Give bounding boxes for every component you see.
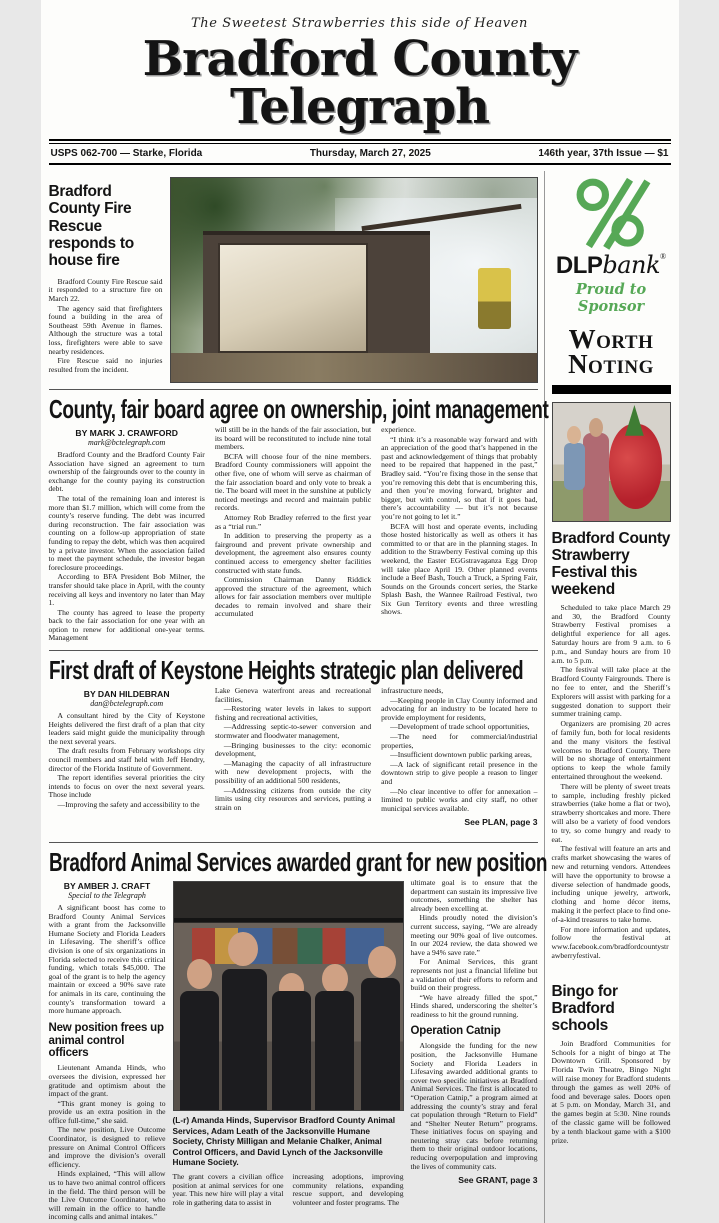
issue-date: Thursday, March 27, 2025 [309, 148, 431, 159]
fire-paragraph: Fire Rescue said no injuries resulted from the incident. [48, 356, 163, 374]
section-divider [49, 389, 538, 390]
animal-subhead-operation-catnip: Operation Catnip [410, 1025, 501, 1038]
byline-email: mark@bctelegraph.com [87, 438, 166, 447]
bingo-headline: Bingo for Bradford schools [551, 982, 618, 1034]
strawberry-mascot [609, 424, 663, 509]
strawberry-photo-child-head [567, 426, 581, 444]
fair-paragraph: BCFA will choose four of the nine members. Bradford County commissioners will appoint the other five, one of whom will serve as chairman of the fair association board and only vote to break a tie. The board will meet in the sunshine at publicly noticed meetings and record and maintain public records. [214, 451, 372, 513]
byline-author: BY DAN HILDEBRAN [83, 689, 170, 700]
animal-paragraph: increasing adoptions, improving community relations, expanding rescue support, and developing volunteer and foster programs. The [292, 1172, 404, 1207]
fair-paragraph: BCFA will host and operate events, including those hosted historically as well as others it has committed to or that are in the planning stages. In addition to the Strawberry Festival coming up this weekend, the Easter EGGstravaganza Egg Drop will take place April 19. Other planned events include a Beef Bash, Touch a Truck, a Spring Fair, Sounds on the Grounds concert series, the Starke Splash Bash, the Wannee Railroad Festival, two Six Gun Territory events and three wrestling shows. [381, 521, 538, 617]
strawberry-paragraph: Scheduled to take place March 29 and 30, the Bradford County Strawberry Festival promises a delightful experience for all ages. Saturday hours are from 9 a.m. to 6 p.m., and Sunday hours are from 10 a.m. to 5 p.m. [551, 602, 671, 665]
issue-number-price: 146th year, 37th Issue — $1 [538, 148, 669, 159]
strawberry-paragraph: The festival will feature an arts and crafts market showcasing the wares of new and returning vendors. Attendees will have the opportunity to browse a diverse selection of handmade goods, including unique jewelry, artwork, clothing and home décor items, making it the perfect place to find one-of-a-kind treasures to take home. [551, 844, 671, 924]
keystone-article [49, 655, 538, 836]
animal-paragraph: ultimate goal is to ensure that the department can sustain its impressive live outcomes, something the shelter has already been excelling at. [410, 877, 538, 913]
fair-paragraph: According to BFA President Bob Milner, the transfer should take place in April, with the county receiving all keys and inventory no later than May 1. [48, 572, 205, 608]
bank-logo-text: bank [602, 251, 661, 279]
strawberry-paragraph: Organizers are promising 20 acres of family fun, both for local residents and the many visitors the festival welcomes to Bradford County. There will be no shortage of entertainment options to keep the whole family entertained throughout the weekend. [551, 719, 671, 781]
fire-article [49, 171, 538, 383]
strawberry-festival-photo [552, 402, 671, 522]
keystone-list-item: —Keeping people in Clay County informed and advocating for an industry to be located here to provide employment for residents, [381, 695, 538, 722]
keystone-list-item: —Development of trade school opportunities, [390, 722, 530, 732]
fire-photo-firefighter [478, 268, 511, 329]
worth-noting-rule [552, 385, 671, 394]
byline-email: dan@bctelegraph.com [90, 699, 164, 709]
animal-services-group-photo [173, 881, 404, 1111]
keystone-list-item: —A lack of significant retail presence in the downtown strip to give people a reason to linger and [381, 759, 538, 786]
animal-photo-caption: (L-r) Amanda Hinds, Supervisor Bradford County Animal Services, Adam Leath of the Jacksonville Humane Society, Christy Milligan and Melanie Chalker, Animal Control Officers, and David Lynch of the Jacksonville Humane Society. [172, 1114, 395, 1168]
keystone-jump-line: See PLAN, page 3 [464, 817, 538, 828]
animal-paragraph: Hinds proudly noted the division’s current success, saying, “We are already meeting our 90% goal of live outcomes. In our 2024 review, the data showed we have a 94% save rate.” [410, 913, 538, 957]
worth-noting-line1: Worth [568, 324, 654, 354]
keystone-list-item: —Improving the safety and accessibility to the [57, 800, 200, 809]
tagline: The Sweetest Strawberries this side of Heaven [190, 16, 529, 31]
strawberry-paragraph: For more information and updates, follow the festival at www.facebook.com/bradfordcountystrawberryfestival. [551, 924, 671, 960]
main-column [48, 171, 548, 1223]
fire-headline: Bradford County Fire Rescue responds to house fire [48, 183, 134, 270]
keystone-list-item: —Addressing citizens from outside the city limits using city resources and services, putting a strain on [214, 785, 372, 812]
keystone-list-item: —The need for commercial/industrial properties, [381, 732, 538, 750]
fair-paragraph: The total of the remaining loan and interest is more than $1.7 million, which will come from the county’s reserve funding. The debt was incurred during reconstruction. The fair association was counting on a follow-up appropriation of state funding to repay the debt, which was then acquired by a private investor. When the association failed to meet the payment schedule, the investor began foreclosure proceedings. [48, 493, 205, 572]
animal-paragraph: For Animal Services, this grant represents not just a financial lifeline but a validation of their efforts to reform and build on their progress. [410, 957, 538, 993]
worth-noting-header [552, 324, 671, 379]
animal-photo-person [180, 991, 219, 1110]
animal-photo-food-bags [192, 928, 384, 964]
keystone-paragraph: A consultant hired by the City of Keystone Heights delivered the first draft of a plan that city leaders said might guide the municipality through the next several years. [48, 711, 205, 746]
fair-paragraph: experience. [381, 425, 416, 434]
fire-paragraph: The agency said that firefighters found a building in the area of Southeast 59th Avenue in flames. Although the structure was a total loss, firefighters were able to save nearby residences. [48, 303, 163, 356]
keystone-paragraph: The report identifies several priorities the city intends to focus on over the next several years. Those include [48, 773, 205, 800]
keystone-list-item: —Bringing businesses to the city: economic development, [214, 740, 372, 759]
header-rule-bottom [49, 163, 671, 165]
byline-author: BY MARK J. CRAWFORD [75, 428, 178, 438]
byline-credit: Special to the Telegraph [68, 890, 146, 900]
dlp-logo-text: DLP [555, 252, 603, 279]
fair-headline: County, fair board agree on ownership, joint management [48, 394, 548, 424]
fair-paragraph: Bradford County and the Bradford County Fair Association have signed an agreement to turn ownership of the fairgrounds over to the county in exchange for the county paying its construction debt. [48, 450, 205, 494]
animal-paragraph: A significant boost has come to Bradford County Animal Services with a grant from the Jacksonville Humane Society and Florida Leaders in Lifesaving. The sheriff’s office division is one of six organizations in Florida selected to receive this critical funding, which totals $45,000. The goal of the grant is to help the agency maintain or exceed a 90% save rate for animals in its care, continuing the county’s transformation toward a more humane approach. [48, 902, 166, 1016]
strawberry-festival-headline: Bradford County Strawberry Festival this weekend [551, 529, 671, 598]
animal-headline: Bradford Animal Services awarded grant for new position [48, 846, 547, 877]
byline-author: BY AMBER J. CRAFT [63, 880, 151, 891]
registered-mark: ® [660, 252, 667, 261]
animal-photo-person [361, 978, 400, 1110]
animal-paragraph: “We have already filled the spot,” Hinds shared, underscoring the shelter’s readiness to hit the ground running. [410, 992, 538, 1019]
masthead-title: Bradford County Telegraph [142, 31, 577, 135]
animal-paragraph: Alongside the funding for the new position, the Jacksonville Humane Society and Florida Leaders in Lifesaving awarded additional grants to cover two specific initiatives at Bradford Animal Services. The first is allocated to “Operation Catnip,” a program aimed at addressing the county’s stray and feral cat population through “Return to Field” and “Shelter Neuter Return” programs. These initiatives focus on spaying and neutering stray cats before returning them to their original outdoor locations, reducing overpopulation and improving the lives of community cats. [410, 1041, 538, 1171]
animal-photo-person [222, 969, 268, 1110]
bingo-paragraph: Join Bradford Communities for Schools for a night of bingo at The Downtown Grill. Sponsored by Florida Twin Theatre, Bingo Night will raise money for Bradford students through the games as well 20% of food and beverage sales. Doors open at 5 p.m. on Monday, March 31, and the games begin at 5:30. Nine rounds of the classic game will be followed by a tenth blackout game with a $100 prize. [551, 1038, 671, 1145]
keystone-paragraph: Lake Geneva waterfront areas and recreational facilities, [214, 686, 372, 704]
fire-photo-ground [171, 353, 537, 382]
keystone-headline: First draft of Keystone Heights strategic plan delivered [48, 655, 523, 686]
strawberry-paragraph: The festival will take place at the Bradford County Fairgrounds. There is no fee to enter, and the Sheriff’s Explorers will assist with parking for a suggested donation to support their summer training camp. [551, 665, 671, 719]
strawberry-photo-woman-head [589, 418, 603, 437]
keystone-byline [49, 689, 205, 708]
animal-article [48, 846, 547, 1223]
percent-icon [571, 175, 651, 251]
fair-paragraph: will still be in the hands of the fair association, but its board will be reconstituted to include nine total members. [214, 425, 372, 452]
animal-photo-person [272, 991, 311, 1110]
keystone-paragraph: The draft results from February workshops city council members and staff held with Jeff Hendry, director of the Florida Institute of Government. [48, 746, 205, 773]
animal-subhead-new-position: New position frees up animal control officers [48, 1021, 164, 1060]
newspaper-front-page [41, 0, 679, 1222]
worth-noting-line2: Noting [568, 348, 654, 379]
animal-paragraph: The grant covers a civilian office position at animal services for one year. This new hire will play a vital role in gathering data to assist in [172, 1172, 284, 1207]
fire-photo-door [218, 243, 368, 353]
house-fire-photo [170, 177, 538, 383]
fair-paragraph: Attorney Rob Bradley referred to the first year as a “trial run.” [214, 512, 372, 531]
proud-to-sponsor-text: Proud to Sponsor [575, 281, 647, 315]
masthead-area [49, 16, 671, 165]
strawberry-photo-child [564, 443, 585, 490]
animal-photo-person-head [368, 946, 395, 978]
animal-byline [49, 881, 166, 900]
animal-paragraph: The new position, Live Outcome Coordinator, is designed to relieve pressure on Animal Control Officers and improve the division’s overall efficiency. [48, 1125, 166, 1169]
animal-jump-line: See GRANT, page 3 [458, 1175, 538, 1186]
dlp-bank-logo [552, 253, 671, 278]
worth-noting-rail [544, 171, 671, 1223]
keystone-list-item: —Insufficient downtown public parking areas, [390, 750, 532, 760]
animal-paragraph: Lieutenant Amanda Hinds, who oversees the division, expressed her gratitude and optimism about the impact of the grant. [48, 1063, 166, 1099]
section-divider [49, 650, 538, 651]
animal-photo-person-head [322, 964, 347, 994]
dlp-bank-ad [552, 171, 671, 315]
section-divider [49, 842, 538, 843]
keystone-list-item: —Managing the capacity of all infrastructure with new development projects, with the possibility of an additional 500 residents, [214, 758, 372, 785]
keystone-list-item: —Addressing septic-to-sewer conversion and stormwater and floodwater management, [214, 722, 372, 741]
fair-paragraph: Commission Chairman Danny Riddick approved the structure of the agreement, which allows for fair association members over multiple decades to remain involved and share their accumulated [214, 575, 372, 619]
keystone-paragraph: infrastructure needs, [381, 686, 444, 696]
fair-paragraph: The county has agreed to lease the property back to the fair association for one year with an option to renew for additional one-year terms. Management [48, 607, 205, 643]
strawberry-photo-woman [583, 433, 609, 520]
fair-paragraph: “I think it’s a reasonable way forward and with an appreciation of the good that’s happened in the past and acknowledgement of things that probably need to be repaired that happened in the past,” Bradley said. “You’re fixing those in the sense that you’re removing this debt that is encumbering this, and then you’re moving forward, brighter and bigger, but with control, so that if it goes bad, there’s accountability — but it’s not because you’re not going to let it.” [381, 434, 538, 521]
animal-paragraph: Hinds explained, “This will allow us to have two animal control officers in the field. The third person will be the Live Outcome Coordinator, who will remain in the office to handle incoming calls and animal intakes.” [48, 1169, 166, 1222]
animal-photo-person [315, 991, 354, 1110]
usps-location: USPS 062-700 — Starke, Florida [50, 148, 203, 159]
fire-paragraph: Bradford County Fire Rescue said it responded to a structure fire on March 22. [48, 276, 163, 303]
animal-paragraph: “This grant money is going to provide us an extra position in the office full-time,” she said. [48, 1098, 166, 1125]
fair-article [48, 394, 548, 644]
issue-info-bar [49, 144, 671, 163]
fair-paragraph: In addition to preserving the property as a fairground and prevent private ownership and development, the agreement also ensures county continued access to emergency shelter facilities constructed with state funds. [214, 531, 372, 575]
keystone-list-item: —Restoring water levels in lakes to support fishing and recreational activities, [214, 704, 372, 722]
animal-photo-shelf [174, 918, 403, 922]
fair-byline [49, 428, 205, 447]
strawberry-paragraph: There will be plenty of sweet treats to sample, including freshly picked strawberries (take home a flat or two), strawberry shortcakes and more. There will also be a variety of food vendors to try, so come hungry and ready to eat. [551, 781, 671, 844]
keystone-list-item: —No clear incentive to offer for annexation – limited to public works and city staff, no other municipal services available. [381, 786, 538, 813]
